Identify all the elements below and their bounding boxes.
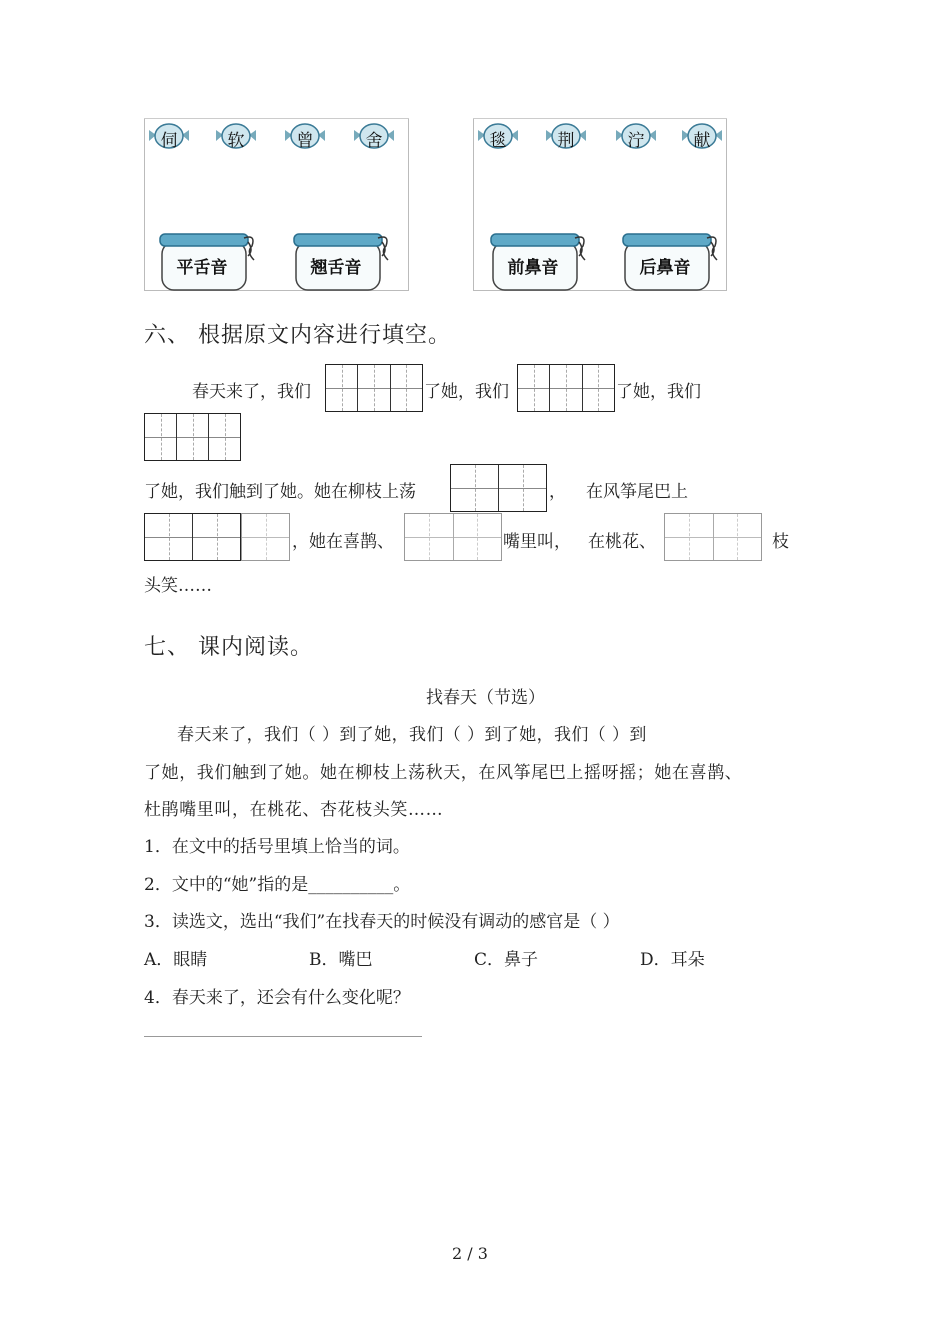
writing-grid[interactable]: [241, 513, 290, 561]
passage-line: 了她，我们触到了她。她在柳枝上荡秋天，在风筝尾巴上摇呀摇；她在喜鹊、: [144, 763, 743, 783]
candy-char-label: 荆: [557, 131, 575, 151]
candy-char: [680, 122, 724, 152]
passage-title: 找春天（节选）: [426, 688, 545, 708]
candy-char-label: 泞: [627, 131, 645, 151]
writing-grid[interactable]: [144, 413, 241, 461]
option-c[interactable]: C．鼻子: [474, 950, 539, 970]
candy-char-label: 伺: [160, 131, 178, 151]
fill-text: 了她，我们: [424, 382, 509, 402]
page-number: 2 / 3: [452, 1244, 488, 1263]
option-b[interactable]: B．嘴巴: [309, 950, 373, 970]
fill-text: 了她，我们: [616, 382, 701, 402]
section-6-heading: 六、 根据原文内容进行填空。: [144, 323, 451, 348]
fill-text: 在风筝尾巴上: [586, 482, 688, 502]
writing-grid[interactable]: [144, 513, 241, 561]
jar-icon: [158, 230, 258, 292]
question-4: 4．春天来了，还会有什么变化呢？: [144, 988, 410, 1008]
fill-text: 了她，我们触到了她。她在柳枝上荡: [144, 482, 416, 502]
option-d[interactable]: D．耳朵: [640, 950, 705, 970]
jar-icon: [621, 230, 721, 292]
fill-text: 春天来了，我们: [192, 382, 311, 402]
writing-grid[interactable]: [450, 464, 547, 512]
jar-label: 前鼻音: [507, 258, 559, 278]
candy-char: [214, 122, 258, 152]
fill-text: 在桃花、: [588, 532, 656, 552]
candy-char-label: 毯: [489, 131, 507, 151]
writing-grid[interactable]: [517, 364, 615, 412]
jar-label: 平舌音: [176, 258, 228, 278]
answer-line[interactable]: [144, 1036, 422, 1037]
option-a[interactable]: A．眼睛: [144, 950, 208, 970]
jar-label: 后鼻音: [639, 258, 691, 278]
passage-line: 杜鹃嘴里叫，在桃花、杏花枝头笑……: [144, 800, 444, 820]
fill-text: ，: [549, 482, 566, 502]
jar-label: 翘舌音: [310, 258, 362, 278]
candy-char-label: 舍: [365, 131, 383, 151]
question-3: 3．读选文，选出“我们”在找春天的时候没有调动的感官是（ ）: [144, 912, 620, 932]
fill-text: ，她在喜鹊、: [292, 532, 394, 552]
jar-icon: [292, 230, 392, 292]
candy-char: [614, 122, 658, 152]
writing-grid[interactable]: [404, 513, 502, 561]
writing-grid[interactable]: [664, 513, 762, 561]
fill-text: 枝: [772, 532, 789, 552]
candy-char: [476, 122, 520, 152]
fill-text: 嘴里叫，: [503, 532, 571, 552]
candy-char: [283, 122, 327, 152]
candy-char: [147, 122, 191, 152]
writing-grid[interactable]: [325, 364, 423, 412]
candy-char-label: 献: [693, 131, 711, 151]
jar-icon: [489, 230, 589, 292]
question-1: 1．在文中的括号里填上恰当的词。: [144, 837, 410, 857]
fill-text: 头笑……: [144, 576, 212, 596]
candy-char-label: 软: [227, 131, 245, 151]
question-2: 2．文中的“她”指的是__________。: [144, 875, 411, 895]
candy-char-label: 曾: [296, 131, 314, 151]
passage-line: 春天来了，我们（ ）到了她，我们（ ）到了她，我们（ ）到: [177, 725, 647, 745]
candy-char: [352, 122, 396, 152]
candy-char: [544, 122, 588, 152]
section-7-heading: 七、 课内阅读。: [144, 635, 313, 660]
